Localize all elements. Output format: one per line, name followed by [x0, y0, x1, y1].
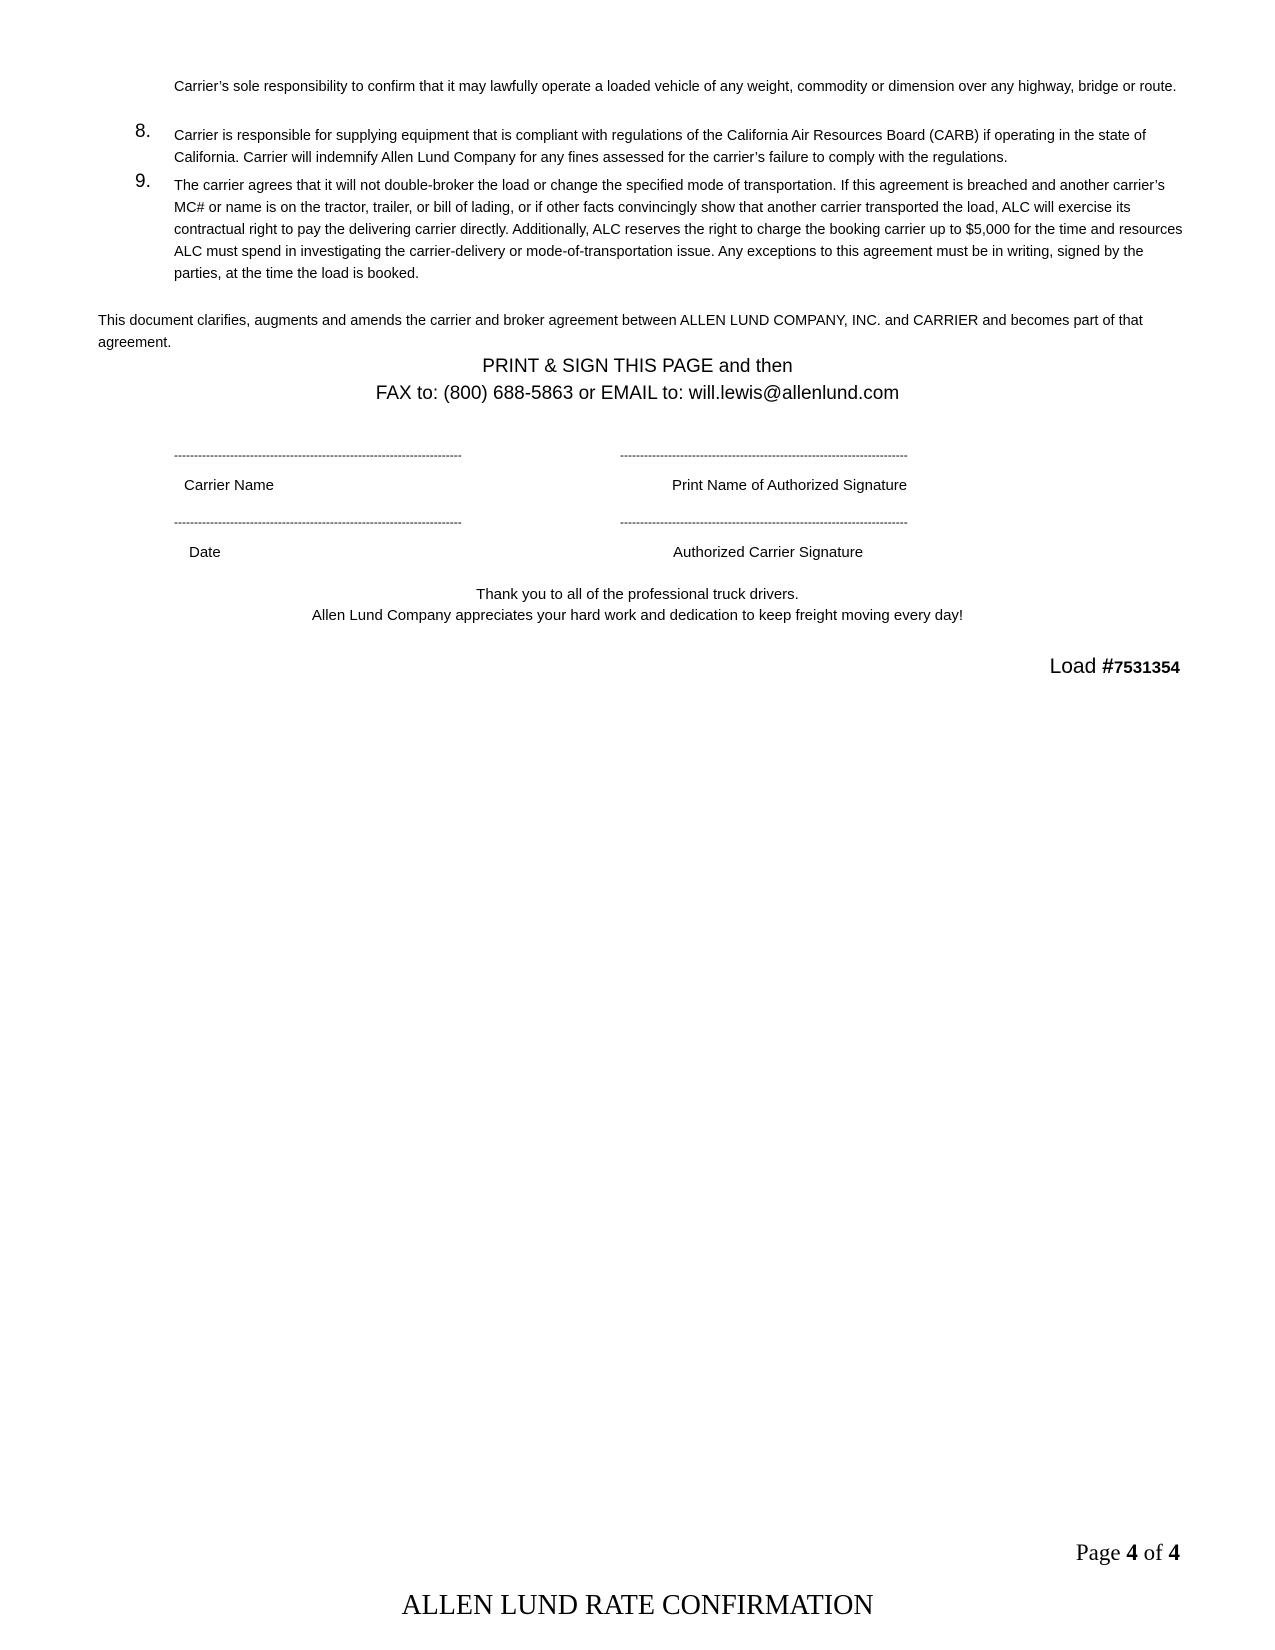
page-total: 4	[1168, 1540, 1180, 1565]
clause-number: 8.	[135, 121, 151, 142]
authorized-signature-label: Authorized Carrier Signature	[673, 544, 864, 561]
clause-number: 9.	[135, 171, 151, 192]
page-prefix: Page	[1075, 1540, 1127, 1565]
carrier-name-signature-line: ------------------------------------------------------------------------	[174, 448, 462, 462]
print-name-label: Print Name of Authorized Signature	[672, 477, 908, 494]
clause-text: The carrier agrees that it will not double-broker the load or change the specified mode of transportation. If this agreement is breached and another carrier’s MC# or name is on the tractor, trailer, or bill of lading, or if other facts convincingly show that another carrier transported the load, ALC will exercise its contractual right to pay the delivering carrier directly. Additionally, ALC reserves the right to charge the booking carrier up to $5,000 for the time and resources ALC must spend in investigating the carrier-delivery or mode-of-transportation issue. Any exceptions to this agreement must be in writing, signed by the parties, at the time the load is booked.	[174, 178, 1183, 282]
fax-email-instruction: FAX to: (800) 688-5863 or EMAIL to: will.lewis@allenlund.com	[375, 383, 900, 404]
clause-7-continuation: Carrier’s sole responsibility to confirm that it may lawfully operate a loaded vehicle of any weight, commodity or dimension over any highway, bridge or route.	[174, 79, 1177, 95]
print-name-signature-line: ------------------------------------------------------------------------	[620, 448, 908, 462]
load-label: Load	[1049, 655, 1103, 678]
load-number-value: 7531354	[1113, 658, 1180, 677]
load-hash: #	[1102, 655, 1114, 678]
carrier-name-label: Carrier Name	[184, 477, 275, 494]
print-sign-instruction: PRINT & SIGN THIS PAGE and then	[482, 356, 793, 377]
authorized-signature-line: ------------------------------------------------------------------------	[620, 515, 908, 529]
page-current: 4	[1126, 1540, 1138, 1565]
load-number	[1050, 655, 1180, 679]
clause-text: Carrier is responsible for supplying equipment that is compliant with regulations of the California Air Resources Board (CARB) if operating in the state of California. Carrier will indemnify Allen Lund Company for any fines assessed for the carrier’s failure to comply with the regulations.	[174, 128, 1146, 166]
date-label: Date	[189, 544, 221, 561]
footer-title: ALLEN LUND RATE CONFIRMATION	[401, 1590, 874, 1621]
date-signature-line: ------------------------------------------------------------------------	[174, 515, 462, 529]
page-middle: of	[1137, 1540, 1169, 1565]
thanks-line-2: Allen Lund Company appreciates your hard work and dedication to keep freight moving every day!	[311, 607, 964, 624]
page-indicator	[1076, 1540, 1180, 1566]
thanks-line-1: Thank you to all of the professional truck drivers.	[476, 586, 799, 603]
clarification-paragraph: This document clarifies, augments and amends the carrier and broker agreement between ALLEN LUND COMPANY, INC. and CARRIER and becomes part of that agreement.	[98, 313, 1143, 351]
